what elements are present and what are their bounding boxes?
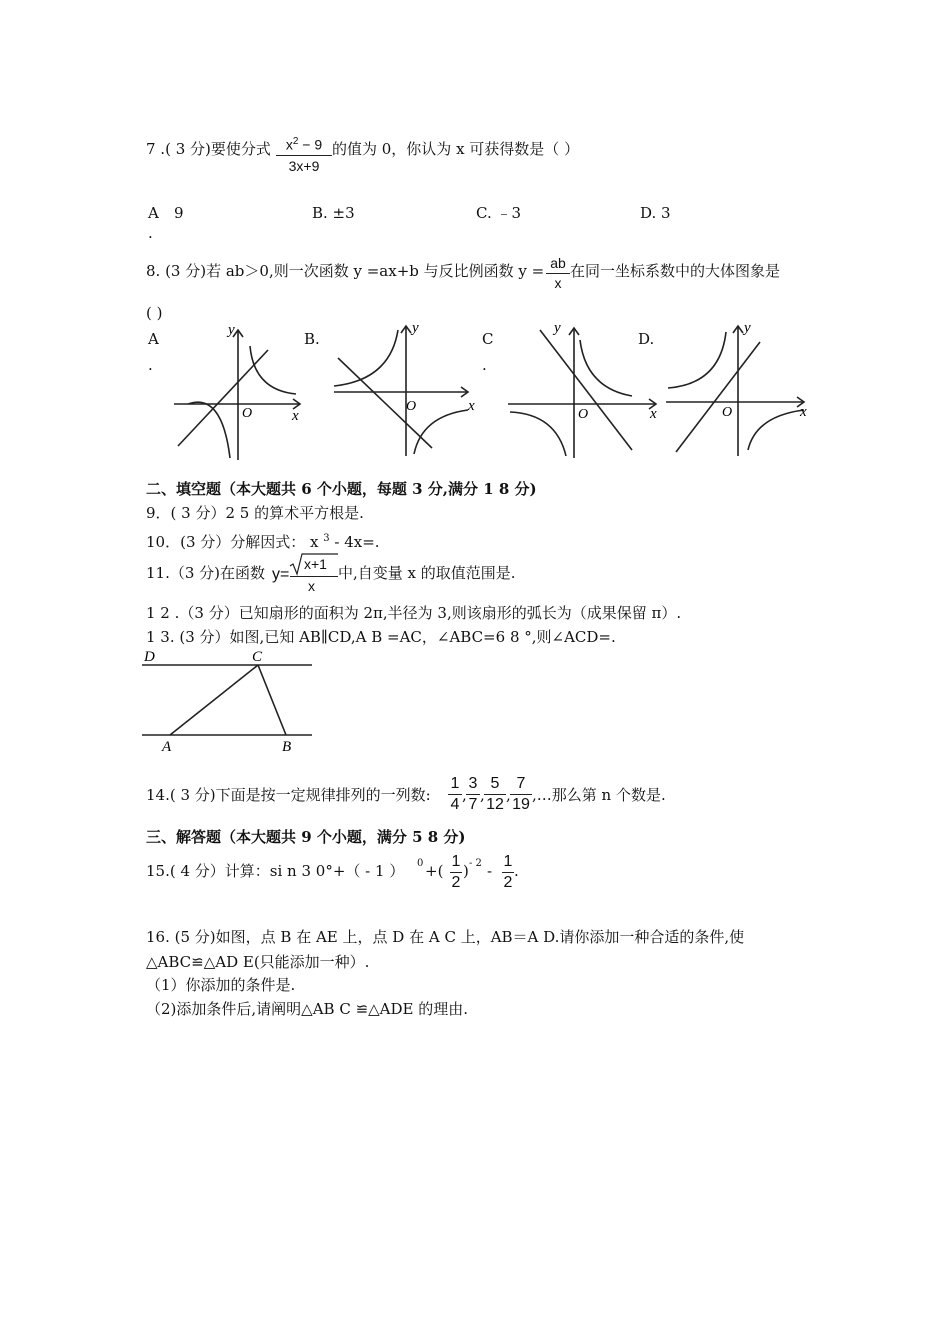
q15-before: 15.( 4 分）计算：si n 3 0°+（ - 1 ）	[146, 862, 405, 880]
q8-answer-parentheses: ( )	[146, 304, 163, 322]
q12-text: 1 2 .（3 分）已知扇形的面积为 2π,半径为 3,则该扇形的弧长为（成果保留 π）.	[146, 604, 682, 622]
q8-label-c-dot: .	[482, 356, 487, 374]
q16-line-3: （1）你添加的条件是.	[146, 976, 296, 994]
q14-comma-2: ,	[480, 786, 485, 804]
q14-fraction-1: $\frac{1}{4}$	[448, 774, 462, 815]
q8-fraction	[546, 254, 570, 293]
q8-graph-c-origin: O	[578, 407, 589, 422]
q7-option-c: C. ﹣3	[476, 204, 522, 222]
q15-close-paren: )	[463, 862, 469, 880]
q14-fraction-2: $\frac{3}{7}$	[466, 774, 480, 815]
q7-option-a-dot: .	[148, 224, 153, 242]
q8-graph-d-x-label: x	[800, 404, 807, 420]
q7-option-d: D. 3	[640, 204, 671, 222]
q11-after: 中,自变量 x 的取值范围是.	[338, 564, 516, 582]
q8-graph-a-x-label: x	[292, 408, 299, 424]
q11-y-equals: y=	[272, 566, 290, 583]
q14-after: ,…那么第 n 个数是.	[532, 786, 666, 804]
q7-option-a: 9	[174, 204, 184, 222]
q8-graph-c-y-label: y	[554, 320, 561, 336]
q11-denominator: x	[308, 578, 315, 594]
q15-half-fraction-2: $\frac{1}{2}$	[503, 853, 513, 891]
q14-fraction-3: $\frac{5}{12}$	[484, 774, 506, 815]
q8-graph-d-origin: O	[722, 405, 733, 420]
q13-point-a: A	[162, 739, 172, 755]
q7-stem-before: 7 .( 3 分)要使分式	[146, 140, 271, 158]
q11-fraction-bar	[290, 576, 338, 577]
q14-comma-3: ,	[506, 786, 511, 804]
q8-graph-a	[170, 322, 310, 462]
q7-stem-after: 的值为 0，你认为 x 可获得数是（ ）	[332, 140, 580, 158]
q8-label-b: B.	[304, 330, 320, 348]
q8-label-a: A	[148, 330, 159, 348]
q8-graph-d	[662, 318, 812, 458]
q16-line-2: △ABC≌△AD E(只能添加一种）.	[146, 953, 370, 971]
q7-fraction-denominator: 3x+9	[288, 157, 320, 174]
q15-exponent-0: 0	[417, 858, 424, 869]
q16-line-4: （2)添加条件后,请阐明△AB C ≌△ADE 的理由.	[146, 1000, 469, 1018]
q13-point-d: D	[144, 649, 155, 665]
q13-point-b: B	[282, 739, 292, 755]
q11-radicand: x+1	[304, 556, 327, 572]
q11-before: 11.（3 分)在函数	[146, 564, 266, 582]
q15-plus: +(	[425, 862, 444, 880]
q8-fraction-numerator: ab	[546, 254, 570, 274]
q14-fraction-4: $\frac{7}{19}$	[510, 774, 532, 815]
q8-graph-a-origin: O	[242, 406, 253, 421]
q7-fraction	[276, 132, 332, 176]
q8-label-a-dot: .	[148, 356, 153, 374]
q7-option-b: B. ±3	[312, 204, 355, 222]
q14-before: 14.( 3 分)下面是按一定规律排列的一列数:	[146, 786, 431, 804]
section-2-heading: 二、填空题（本大题共 6 个小题，每题 3 分,满分 1 8 分)	[146, 480, 537, 498]
q8-stem-after: 在同一坐标系数中的大体图象是	[570, 262, 781, 280]
q9-text: 9．( 3 分）2 5 的算术平方根是.	[146, 504, 364, 522]
q8-fraction-denominator: x	[554, 275, 562, 291]
q8-label-c: C	[482, 330, 494, 348]
q8-stem-before: 8. (3 分)若 ab＞0,则一次函数 y =ax+b 与反比例函数 y =	[146, 262, 545, 280]
q13-text: 1 3. (3 分）如图,已知 AB∥CD,A B =AC，∠ABC=6 8 °,则∠ACD=.	[146, 628, 616, 646]
q7-option-a-letter: A	[148, 204, 159, 222]
q13-figure	[140, 645, 320, 755]
q14-comma-1: ,	[462, 786, 467, 804]
q8-graph-d-y-label: y	[744, 320, 751, 336]
q13-point-c: C	[252, 649, 263, 665]
q8-graph-b-y-label: y	[412, 320, 419, 336]
q8-graph-a-y-label: y	[228, 322, 235, 338]
section-3-heading: 三、解答题（本大题共 9 个小题，满分 5 8 分)	[146, 828, 466, 846]
q10-text: 10．(3 分）分解因式： x $^3$ - 4x=.	[146, 533, 380, 551]
q8-graph-c-x-label: x	[650, 406, 657, 422]
q7-fraction-numerator: $x^2 - 9$	[276, 132, 332, 156]
q15-exponent-neg2: - 2	[469, 858, 482, 869]
q8-graph-c	[504, 320, 664, 460]
q16-line-1: 16. (5 分)如图，点 B 在 AE 上，点 D 在 A C 上，AB＝A D.请你添加一种合适的条件,使	[146, 928, 745, 946]
q8-label-d: D.	[638, 330, 655, 348]
q15-end: .	[514, 862, 519, 880]
q15-half-fraction: $\frac{1}{2}$	[451, 853, 461, 891]
q8-graph-b-x-label: x	[468, 398, 475, 414]
q8-graph-b-origin: O	[406, 399, 417, 414]
q15-minus: -	[487, 862, 493, 880]
q8-graph-b	[330, 318, 480, 458]
